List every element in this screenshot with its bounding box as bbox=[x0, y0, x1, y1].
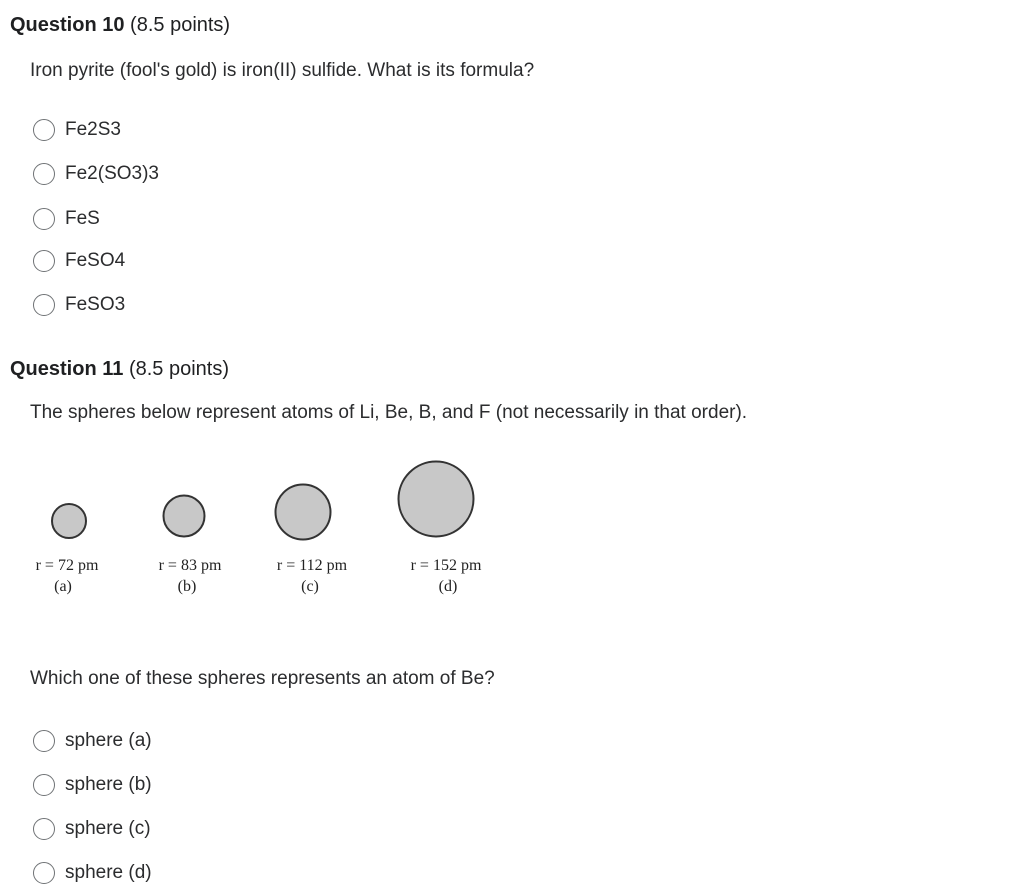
question-title: Question 10 bbox=[10, 14, 125, 36]
answer-option-label: FeSO4 bbox=[65, 250, 126, 271]
answer-option-label: sphere (b) bbox=[65, 774, 152, 795]
question-11-header bbox=[10, 358, 229, 381]
sphere-c-radius-label: r = 112 pm bbox=[276, 557, 348, 574]
answer-option[interactable] bbox=[33, 816, 151, 842]
answer-option[interactable] bbox=[33, 248, 125, 274]
sphere-b bbox=[164, 496, 205, 537]
sphere-a-letter: (a) bbox=[54, 578, 72, 595]
question-prompt: The spheres below represent atoms of Li, Be, B, and F (not necessarily in that order). bbox=[30, 402, 748, 423]
answer-option-label: FeSO3 bbox=[65, 294, 126, 315]
question-points: (8.5 points) bbox=[130, 14, 231, 36]
answer-option-label: sphere (a) bbox=[65, 730, 152, 751]
answer-option[interactable] bbox=[33, 772, 152, 798]
answer-option-label: sphere (c) bbox=[65, 818, 151, 839]
answer-option-label: FeS bbox=[65, 208, 100, 229]
radio-button[interactable] bbox=[33, 208, 55, 230]
sphere-c bbox=[276, 485, 331, 540]
radio-button[interactable] bbox=[33, 250, 55, 272]
answer-option[interactable] bbox=[33, 161, 159, 187]
radio-button[interactable] bbox=[33, 774, 55, 796]
radio-button[interactable] bbox=[33, 862, 55, 884]
sphere-d-radius-label: r = 152 pm bbox=[410, 557, 482, 574]
question-text: Which one of these spheres represents an atom of Be? bbox=[30, 668, 495, 689]
answer-option[interactable] bbox=[33, 117, 121, 143]
sphere-a-radius-label: r = 72 pm bbox=[35, 557, 99, 574]
radio-button[interactable] bbox=[33, 163, 55, 185]
answer-option[interactable] bbox=[33, 292, 125, 318]
radio-button[interactable] bbox=[33, 119, 55, 141]
question-title: Question 11 bbox=[10, 358, 124, 380]
sphere-b-radius-label: r = 83 pm bbox=[158, 557, 222, 574]
sphere-b-letter: (b) bbox=[177, 578, 197, 595]
answer-option[interactable] bbox=[33, 206, 100, 232]
radio-button[interactable] bbox=[33, 294, 55, 316]
question-points: (8.5 points) bbox=[128, 358, 229, 380]
spheres-figure bbox=[20, 450, 540, 610]
sphere-c-letter: (c) bbox=[301, 578, 319, 595]
answer-option-label: sphere (d) bbox=[65, 862, 152, 883]
radio-button[interactable] bbox=[33, 730, 55, 752]
sphere-d-letter: (d) bbox=[438, 578, 458, 595]
answer-option-label: Fe2S3 bbox=[65, 119, 121, 140]
sphere-d bbox=[399, 462, 474, 537]
answer-option-label: Fe2(SO3)3 bbox=[65, 163, 159, 184]
question-10-header bbox=[10, 14, 230, 37]
sphere-a bbox=[52, 504, 86, 538]
answer-option[interactable] bbox=[33, 860, 152, 886]
answer-option[interactable] bbox=[33, 728, 152, 754]
radio-button[interactable] bbox=[33, 818, 55, 840]
question-prompt: Iron pyrite (fool's gold) is iron(II) sulfide. What is its formula? bbox=[30, 60, 535, 81]
